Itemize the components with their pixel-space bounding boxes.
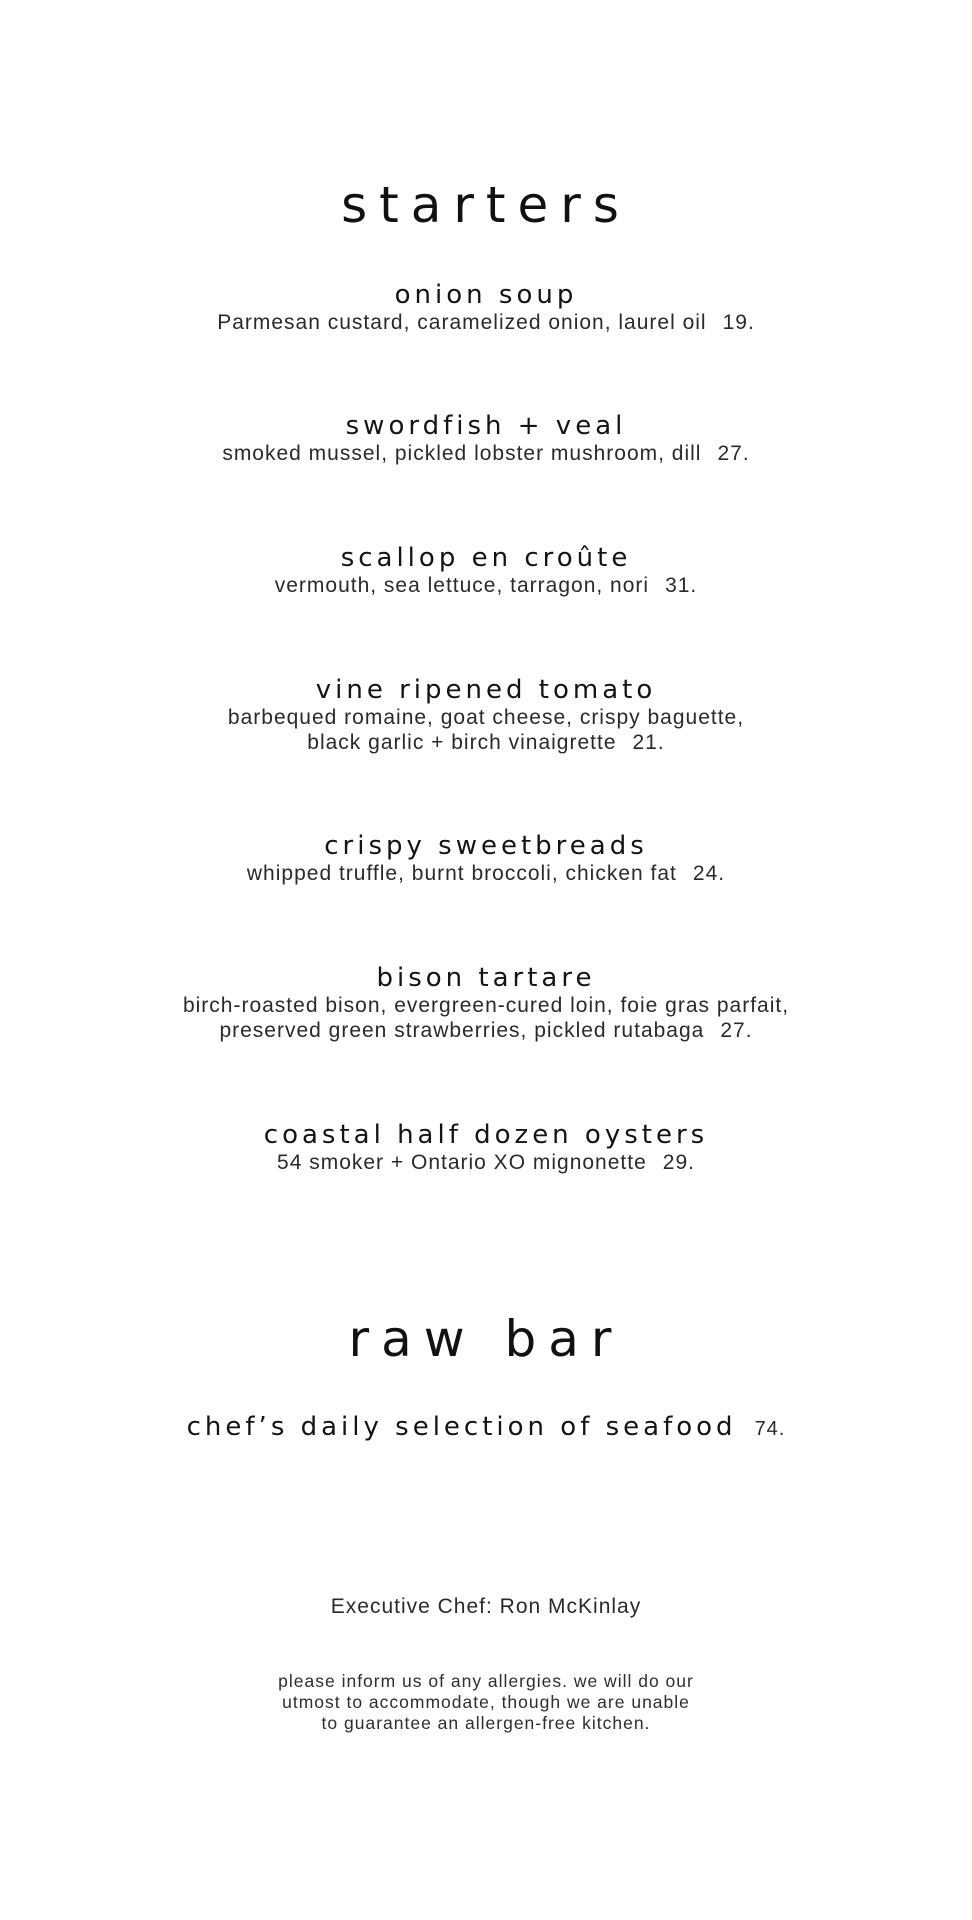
menu-item-coastal-oysters (0, 1120, 972, 1175)
menu-item-crispy-sweetbreads (0, 831, 972, 886)
item-name: bison tartare (376, 963, 596, 993)
item-description-line-2: black garlic + birch vinaigrette 21. (307, 731, 665, 754)
item-name: coastal half dozen oysters (263, 1120, 709, 1150)
allergy-notice (0, 1671, 972, 1734)
item-name: onion soup (394, 280, 578, 310)
allergy-notice-line-1: please inform us of any allergies. we will do our (278, 1671, 694, 1691)
menu-item-onion-soup (0, 280, 972, 335)
item-description-line-1: birch-roasted bison, evergreen-cured loin, foie gras parfait, (182, 994, 790, 1017)
item-description: smoked mussel, pickled lobster mushroom, dill 27. (222, 442, 750, 465)
item-price: 27. (717, 442, 750, 465)
menu-item-swordfish-veal (0, 411, 972, 466)
menu-item-scallop-en-croute (0, 543, 972, 598)
menu-item-vine-ripened-tomato (0, 675, 972, 755)
item-name: crispy sweetbreads (324, 831, 648, 861)
item-price: 27. (720, 1019, 753, 1042)
item-price: 21. (632, 731, 665, 754)
menu-item-bison-tartare (0, 963, 972, 1043)
item-description: vermouth, sea lettuce, tarragon, nori 31. (274, 574, 698, 597)
allergy-notice-line-3: to guarantee an allergen-free kitchen. (321, 1713, 651, 1733)
starters-title: starters (341, 176, 631, 234)
item-description-line-2: preserved green strawberries, pickled rutabaga 27. (219, 1019, 753, 1042)
item-price: 24. (692, 862, 726, 885)
item-name: swordfish + veal (345, 411, 627, 441)
item-price: 29. (662, 1151, 695, 1174)
item-description: Parmesan custard, caramelized onion, laurel oil 19. (217, 311, 755, 334)
item-description: 54 smoker + Ontario XO mignonette 29. (277, 1151, 695, 1174)
item-description-line-1: barbequed romaine, goat cheese, crispy baguette, (227, 706, 745, 729)
allergy-notice-line-2: utmost to accommodate, though we are unable (282, 1692, 690, 1712)
item-name: chef’s daily selection of seafood (186, 1412, 737, 1442)
executive-chef-credit: Executive Chef: Ron McKinlay (330, 1595, 642, 1618)
item-price: 19. (722, 311, 755, 334)
item-name: vine ripened tomato (315, 675, 657, 705)
menu-item-chefs-daily-seafood (0, 1412, 972, 1442)
item-description: whipped truffle, burnt broccoli, chicken fat 24. (246, 862, 726, 885)
item-price: 31. (665, 574, 698, 597)
item-price: 74. (754, 1418, 786, 1440)
item-name: scallop en croûte (340, 543, 632, 573)
raw-bar-title: raw bar (348, 1310, 624, 1368)
